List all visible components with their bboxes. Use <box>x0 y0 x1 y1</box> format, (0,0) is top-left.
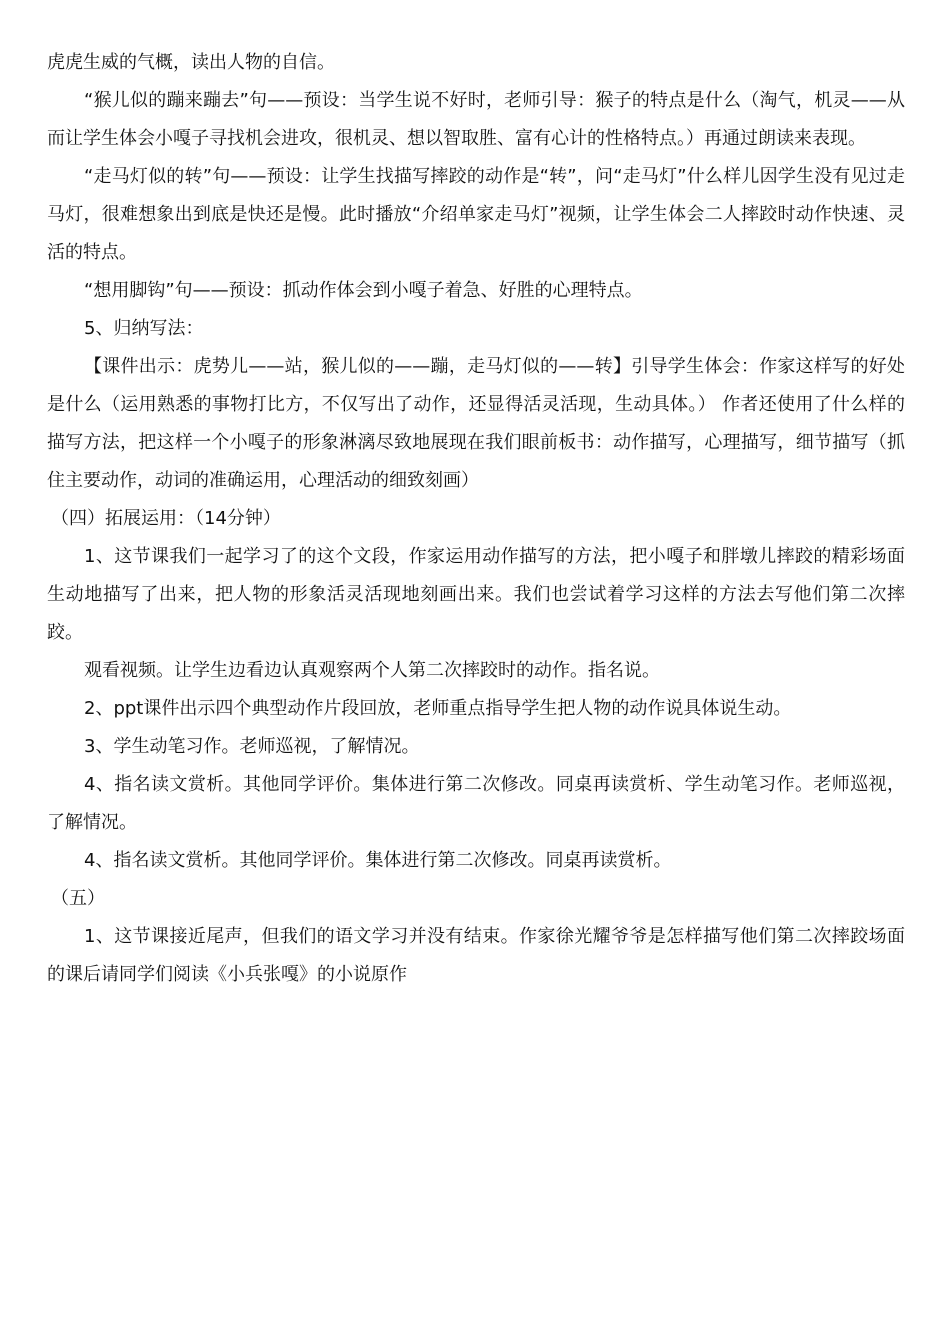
paragraph-extension-4a: 4、指名读文赏析。其他同学评价。集体进行第二次修改。同桌再读赏析、学生动笔习作。老师巡视，了解情况。 <box>47 774 905 833</box>
paragraph-closing: 1、这节课接近尾声，但我们的语文学习并没有结束。作家徐光耀爷爷是怎样描写他们第二次摔跤场面的课后请同学们阅读《小兵张嘎》的小说原作 <box>47 926 905 985</box>
section-heading-five: （五） <box>51 888 105 909</box>
paragraph-lantern-sentence: “走马灯似的转”句——预设：让学生找描写摔跤的动作是“转”，问“走马灯”什么样儿因学生没有见过走马灯，很难想象出到底是快还是慢。此时播放“介绍单家走马灯”视频，让学生体会二人摔跤时动作快速、灵活的特点。 <box>47 166 905 263</box>
paragraph-extension-4b: 4、指名读文赏析。其他同学评价。集体进行第二次修改。同桌再读赏析。 <box>84 850 672 871</box>
document-page <box>47 44 905 994</box>
paragraph-hook-foot-sentence: “想用脚钩”句——预设：抓动作体会到小嘎子着急、好胜的心理特点。 <box>84 280 643 301</box>
paragraph-monkey-sentence: “猴儿似的蹦来蹦去”句——预设：当学生说不好时，老师引导：猴子的特点是什么（淘气，机灵——从而让学生体会小嘎子寻找机会进攻，很机灵、想以智取胜、富有心计的性格特点。）再通过朗读来表现。 <box>47 90 905 149</box>
paragraph-intro-continuation: 虎虎生威的气概，读出人物的自信。 <box>47 52 335 73</box>
paragraph-courseware-display: 【课件出示：虎势儿——站，猴儿似的——蹦，走马灯似的——转】引导学生体会：作家这样写的好处是什么（运用熟悉的事物打比方，不仅写出了动作，还显得活灵活现，生动具体。） 作者还使用了什么样的描写方法，把这样一个小嘎子的形象淋漓尽致地展现在我们眼前板书：动作描写，心理描写，细节描写（抓住主要动作，动词的准确运用，心理活动的细致刻画） <box>47 356 905 491</box>
paragraph-watch-video: 观看视频。让学生边看边认真观察两个人第二次摔跤时的动作。指名说。 <box>84 660 660 681</box>
paragraph-extension-3: 3、学生动笔习作。老师巡视，了解情况。 <box>84 736 420 757</box>
section-heading-extension: （四）拓展运用：（14分钟） <box>51 508 281 529</box>
paragraph-summarize-heading: 5、归纳写法： <box>84 318 204 339</box>
paragraph-extension-1: 1、这节课我们一起学习了的这个文段，作家运用动作描写的方法，把小嘎子和胖墩儿摔跤的精彩场面生动地描写了出来，把人物的形象活灵活现地刻画出来。我们也尝试着学习这样的方法去写他们第二次摔跤。 <box>47 546 905 643</box>
paragraph-extension-2: 2、ppt课件出示四个典型动作片段回放，老师重点指导学生把人物的动作说具体说生动。 <box>84 698 792 719</box>
